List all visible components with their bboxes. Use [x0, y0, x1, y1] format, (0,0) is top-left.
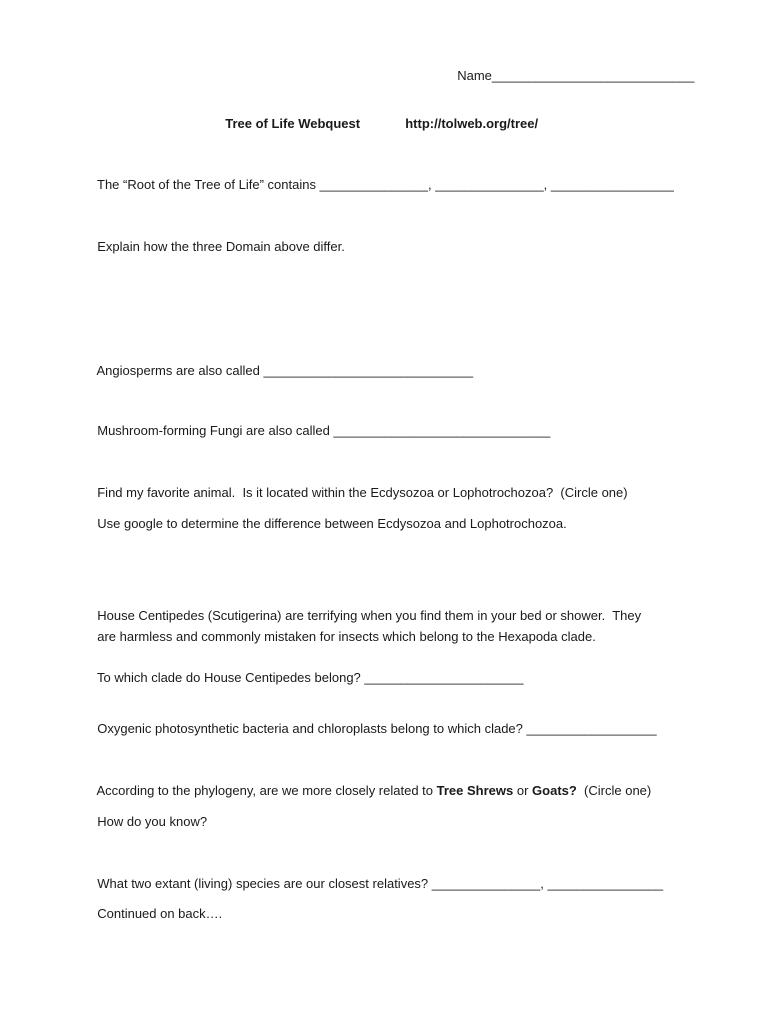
answer-blanks[interactable]: _______________, _______________, _________________	[319, 177, 674, 192]
option-tree-shrews[interactable]: Tree Shrews	[436, 783, 514, 798]
question-text: Oxygenic photosynthetic bacteria and chloroplasts belong to which clade?	[97, 721, 527, 736]
question-text: How do you know?	[97, 814, 208, 829]
title-url: http://tolweb.org/tree/	[405, 116, 539, 131]
question-text: What two extant (living) species are our closest relatives?	[97, 876, 432, 891]
option-goats[interactable]: Goats?	[532, 783, 577, 798]
question-text-or: or	[513, 783, 533, 798]
answer-blank[interactable]: __________________	[526, 721, 657, 736]
answer-blanks[interactable]: _______________, ________________	[431, 876, 664, 891]
question-domains-differ	[90, 215, 345, 257]
answer-blank[interactable]: ______________________	[364, 670, 524, 685]
question-text: Mushroom-forming Fungi are also called	[97, 423, 334, 438]
question-mushroom-fungi	[90, 399, 550, 441]
name-field[interactable]	[450, 44, 694, 86]
question-text: Use google to determine the difference between Ecdysozoa and Lophotrochozoa.	[97, 516, 567, 531]
question-photosynthetic-clade	[90, 697, 657, 739]
question-text: The “Root of the Tree of Life” contains	[97, 177, 320, 192]
question-angiosperms	[90, 339, 473, 381]
question-text: Find my favorite animal. Is it located within the Ecdysozoa or Lophotrochozoa? (Circle one)	[97, 485, 628, 500]
question-root-tree	[90, 153, 674, 195]
paragraph-text: are harmless and commonly mistaken for insects which belong to the Hexapoda clade.	[97, 629, 596, 644]
question-ecdysozoa-difference	[90, 492, 567, 534]
worksheet-url	[398, 92, 538, 134]
answer-blank[interactable]: _____________________________	[263, 363, 474, 378]
question-text-circle: (Circle one)	[576, 783, 652, 798]
name-blank[interactable]: ____________________________	[491, 68, 695, 83]
question-text: Explain how the three Domain above differ.	[97, 239, 345, 254]
paragraph-text: House Centipedes (Scutigerina) are terrifying when you find them in your bed or shower. They	[97, 608, 642, 623]
question-text: Angiosperms are also called	[96, 363, 264, 378]
question-text: According to the phylogeny, are we more closely related to	[96, 783, 437, 798]
name-label: Name	[457, 68, 492, 83]
question-how-know	[90, 790, 207, 832]
continued-note	[90, 882, 222, 924]
worksheet-title	[218, 92, 360, 134]
title-heading: Tree of Life Webquest	[225, 116, 361, 131]
centipede-paragraph-line2	[90, 605, 596, 647]
answer-blank[interactable]: ______________________________	[333, 423, 551, 438]
question-text: To which clade do House Centipedes belong?	[97, 670, 365, 685]
question-centipede-clade	[90, 646, 523, 688]
continued-text: Continued on back….	[97, 906, 223, 921]
